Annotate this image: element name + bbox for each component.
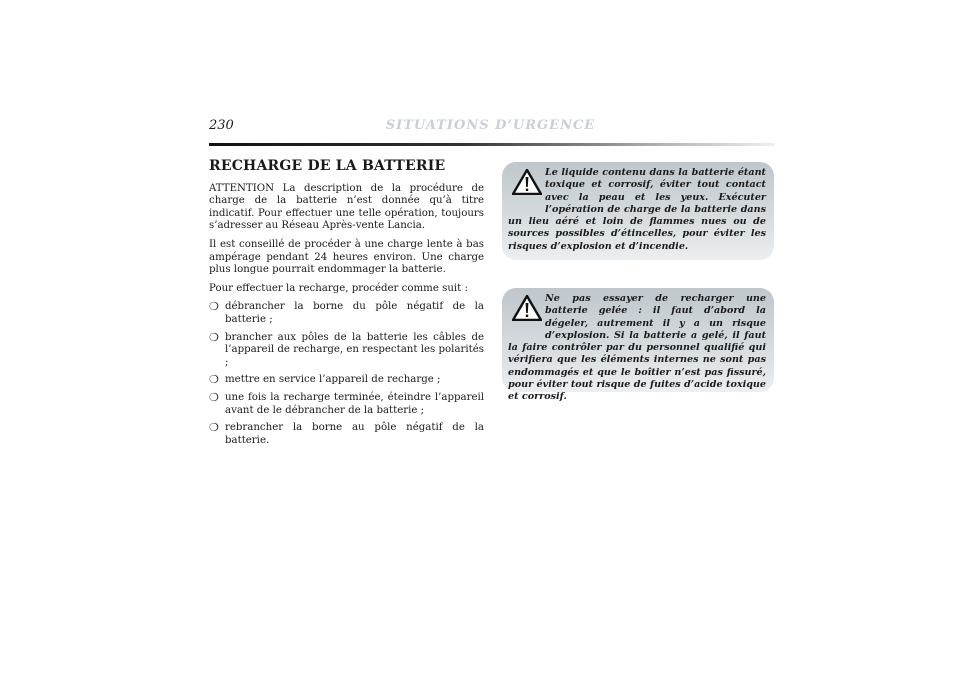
- paragraph-attention: ATTENTION La description de la procédure de charge de la batterie n’est donnée qu’à titre indicatif. Pour effectuer une telle opération, toujours s’adresser au Réseau Après-vente Lancia.: [209, 182, 484, 232]
- bullet-icon: ❍: [209, 421, 219, 435]
- step-text: mettre en service l’appareil de recharge ;: [225, 374, 441, 386]
- main-column: [209, 160, 484, 452]
- section-title: SITUATIONS D’URGENCE: [385, 118, 596, 133]
- header-rule: [209, 143, 775, 146]
- warning-box-toxic-liquid: [502, 162, 774, 260]
- step-text: rebrancher la borne au pôle négatif de la batterie.: [225, 422, 484, 446]
- page-title: RECHARGE DE LA BATTERIE: [209, 158, 446, 174]
- page-header: [209, 118, 772, 142]
- page-number: 230: [209, 118, 234, 133]
- bullet-icon: ❍: [209, 373, 219, 387]
- step-text: une fois la recharge terminée, éteindre l’appareil avant de le débrancher de la batterie ;: [225, 391, 484, 416]
- bullet-icon: ❍: [209, 330, 219, 344]
- warning-text: Ne pas essayer de recharger une batterie gelée : il faut d’abord la dégeler, autrement il y a un risque d’explosion. Si la batterie a gelé, il faut la faire contrôler par du personnel qualifié qui vérifiera que les éléments internes ne sont pas endommagés et que le boîtier n’est pas fissuré, pour éviter tout risque de fuites d’acide toxique et corrosif.: [508, 293, 766, 403]
- list-item: [209, 422, 484, 447]
- paragraph-procedure-intro: Pour effectuer la recharge, procéder comme suit :: [209, 282, 468, 294]
- bullet-icon: ❍: [209, 300, 219, 314]
- step-text: brancher aux pôles de la batterie les câbles de l’appareil de recharge, en respectant les polarités ;: [225, 331, 484, 368]
- warning-box-frozen-battery: [502, 288, 774, 403]
- list-item: [209, 374, 484, 387]
- list-item: [209, 301, 484, 326]
- list-item: [209, 332, 484, 370]
- warning-text: Le liquide contenu dans la batterie étant toxique et corrosif, éviter tout contact avec la peau et les yeux. Exécuter l’opération de charge de la batterie dans un lieu aéré et loin de flammes nues ou de sources possibles d’étincelles, pour éviter les risques d’explosion et d’incendie.: [508, 167, 766, 252]
- bullet-icon: ❍: [209, 390, 219, 404]
- step-text: débrancher la borne du pôle négatif de la batterie ;: [225, 301, 484, 325]
- procedure-steps: [209, 301, 484, 447]
- list-item: [209, 392, 484, 417]
- paragraph-charge-advice: Il est conseillé de procéder à une charge lente à bas ampérage pendant 24 heures environ. Une charge plus longue pourrait endommager la batterie.: [209, 238, 484, 276]
